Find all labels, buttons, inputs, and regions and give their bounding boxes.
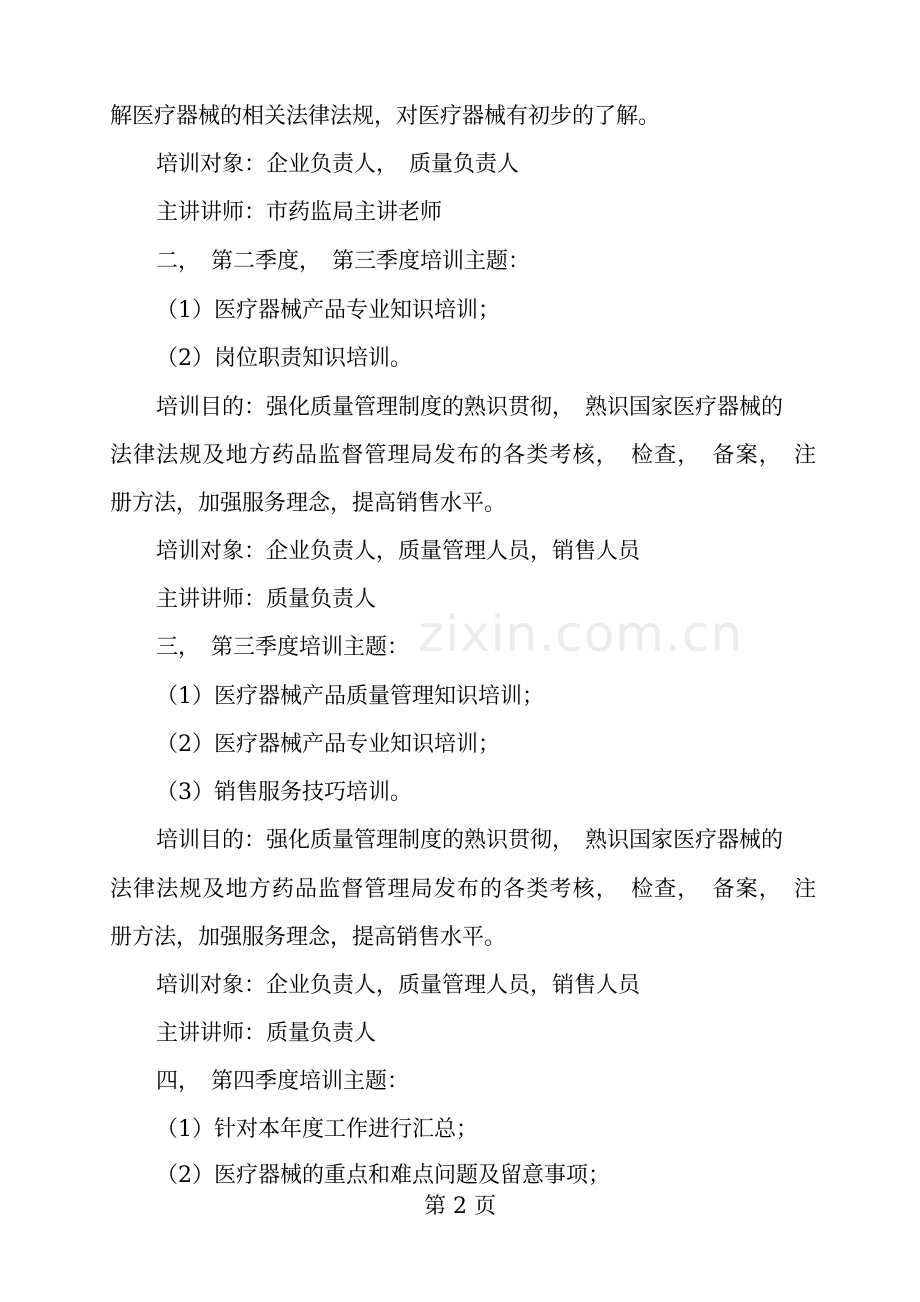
paragraph-line: 册方法，加强服务理念，提高销售水平。: [110, 925, 507, 950]
list-item: （2）医疗器械的重点和难点问题及留意事项；: [156, 1163, 610, 1188]
watermark: zixin.com.cn: [418, 605, 744, 663]
lecturer-line: 主讲讲师：质量负责人: [156, 587, 377, 612]
list-item: （1）医疗器械产品质量管理知识培训；: [156, 684, 544, 709]
section-heading-4: 四， 第四季度培训主题：: [156, 1069, 410, 1094]
lecturer-line: 主讲讲师：质量负责人: [156, 1021, 377, 1046]
training-target-line: 培训对象：企业负责人，质量管理人员，销售人员: [156, 973, 641, 998]
list-item: （2）岗位职责知识培训。: [156, 346, 412, 371]
training-target-line: 培训对象：企业负责人， 质量负责人: [156, 152, 520, 177]
paragraph-line: 法律法规及地方药品监督管理局发布的各类考核， 检查， 备案， 注: [110, 443, 816, 468]
list-item: （1）针对本年度工作进行汇总；: [156, 1117, 478, 1142]
section-heading-3: 三， 第三季度培训主题：: [156, 635, 410, 660]
paragraph-line: 解医疗器械的相关法律法规，对医疗器械有初步的了解。: [110, 104, 661, 129]
training-purpose-line: 培训目的：强化质量管理制度的熟识贯彻， 熟识国家医疗器械的: [156, 828, 784, 853]
list-item: （1）医疗器械产品专业知识培训；: [156, 298, 500, 323]
training-purpose-line: 培训目的：强化质量管理制度的熟识贯彻， 熟识国家医疗器械的: [156, 395, 784, 420]
paragraph-line: 法律法规及地方药品监督管理局发布的各类考核， 检查， 备案， 注: [110, 877, 816, 902]
page-number: 第 2 页: [424, 1194, 496, 1219]
lecturer-line: 主讲讲师：市药监局主讲老师: [156, 200, 443, 225]
section-heading-2: 二， 第二季度， 第三季度培训主题：: [156, 249, 531, 274]
list-item: （2）医疗器械产品专业知识培训；: [156, 732, 500, 757]
paragraph-line: 册方法，加强服务理念，提高销售水平。: [110, 491, 507, 516]
list-item: （3）销售服务技巧培训。: [156, 780, 412, 805]
training-target-line: 培训对象：企业负责人，质量管理人员，销售人员: [156, 539, 641, 564]
